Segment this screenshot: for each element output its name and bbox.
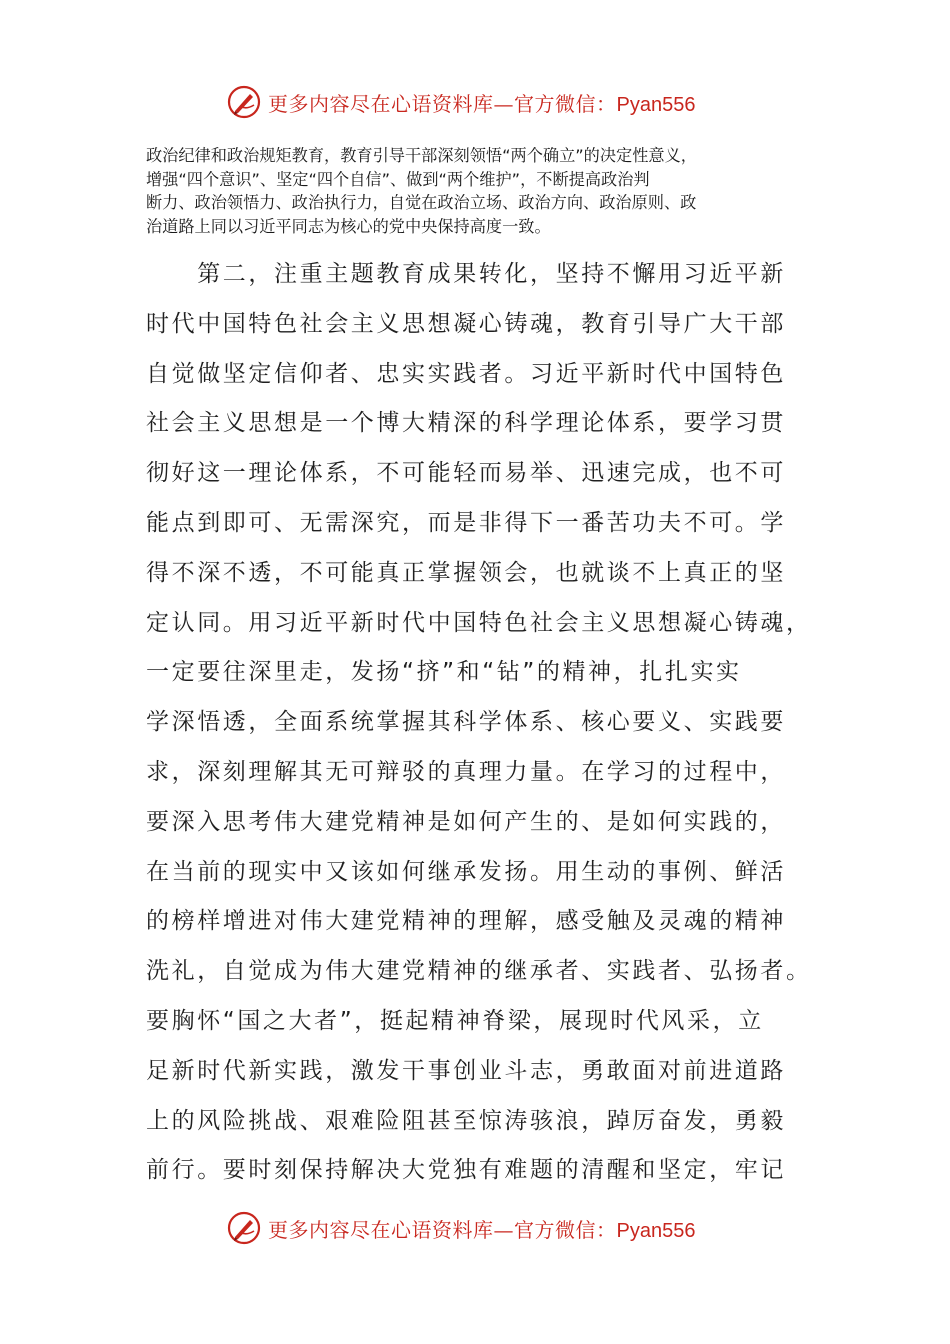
intro-line: 增强“四个意识”、坚定“四个自信”、做到“两个维护”，不断提高政治判 [146,169,650,189]
pen-logo-icon [226,1210,262,1246]
intro-paragraph [146,144,806,238]
body-line: 上的风险挑战、艰难险阻甚至惊涛骇浪，踔厉奋发，勇毅 [146,1107,786,1134]
intro-line: 治道路上同以习近平同志为核心的党中央保持高度一致。 [146,216,551,236]
body-line: 前行。要时刻保持解决大党独有难题的清醒和坚定，牢记 [146,1157,786,1184]
body-line: 在当前的现实中又该如何继承发扬。用生动的事例、鲜活 [146,858,786,885]
body-line: 时代中国特色社会主义思想凝心铸魂，教育引导广大干部 [146,310,786,337]
body-line: 的榜样增进对伟大建党精神的理解，感受触及灵魂的精神 [146,908,786,935]
wechat-id: Pyan556 [616,1219,696,1242]
body-line: 第二，注重主题教育成果转化，坚持不懈用习近平新 [146,261,786,287]
watermark-label: 更多内容尽在心语资料库—官方微信： [268,91,617,116]
body-line: 定认同。用习近平新时代中国特色社会主义思想凝心铸魂， [146,609,812,636]
body-line: 求，深刻理解其无可辩驳的真理力量。在学习的过程中， [146,758,786,785]
wechat-id: Pyan556 [616,93,696,116]
body-line: 要深入思考伟大建党精神是如何产生的、是如何实践的， [146,808,786,835]
intro-line: 政治纪律和政治规矩教育，教育引导干部深刻领悟“两个确立”的决定性意义， [146,146,697,165]
body-line: 洗礼，自觉成为伟大建党精神的继承者、实践者、弘扬者。 [146,958,812,985]
body-line: 要胸怀“国之大者”，挺起精神脊梁，展现时代风采，立 [146,1007,764,1034]
body-line: 学深悟透，全面系统掌握其科学体系、核心要义、实践要 [146,709,786,736]
footer-watermark [226,1208,746,1248]
body-line: 社会主义思想是一个博大精深的科学理论体系，要学习贯 [146,410,786,437]
intro-line: 断力、政治领悟力、政治执行力，自觉在政治立场、政治方向、政治原则、政 [146,193,697,213]
watermark-text [268,1214,695,1243]
body-line: 能点到即可、无需深究，而是非得下一番苦功夫不可。学 [146,509,786,536]
header-watermark [226,82,746,122]
body-paragraph [146,250,812,1196]
pen-logo-icon [226,84,262,120]
body-line: 足新时代新实践，激发干事创业斗志，勇敢面对前进道路 [146,1057,786,1084]
body-line: 一定要往深里走，发扬“挤”和“钻”的精神，扎扎实实 [146,659,742,686]
body-line: 自觉做坚定信仰者、忠实实践者。习近平新时代中国特色 [146,360,786,387]
body-line: 得不深不透，不可能真正掌握领会，也就谈不上真正的坚 [146,559,786,586]
body-line: 彻好这一理论体系，不可能轻而易举、迅速完成，也不可 [146,460,786,487]
watermark-label: 更多内容尽在心语资料库—官方微信： [268,1217,617,1242]
watermark-text [268,88,695,117]
